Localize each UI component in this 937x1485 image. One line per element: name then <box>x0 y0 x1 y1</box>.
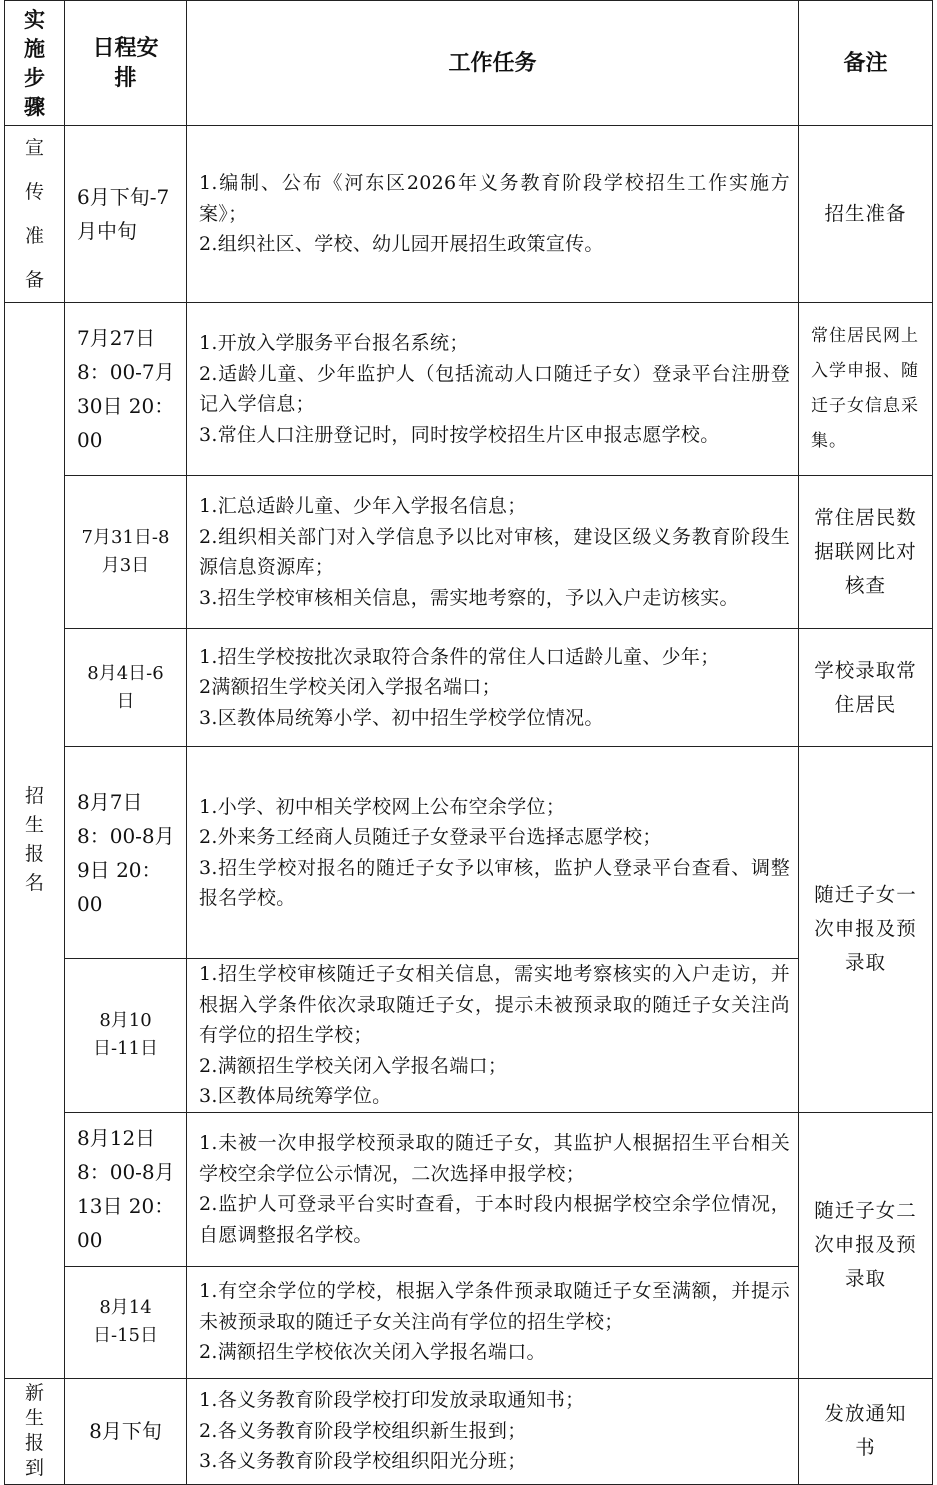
row-tasks: 1.未被一次申报学校预录取的随迁子女，其监护人根据招生平台相关学校空余学位公示情况，二次选择申报学校； 2.监护人可登录平台实时查看，于本时段内根据学校空余学位情况，自愿调整报名学校。 <box>187 1112 799 1266</box>
row-note: 常住居民网上入学申报、随迁子女信息采集。 <box>799 303 933 476</box>
table-row <box>5 1266 933 1378</box>
step-enrollment: 招生报名 <box>5 303 65 1379</box>
table-row <box>5 629 933 747</box>
row-date: 8月10日-11日 <box>65 959 187 1113</box>
table-row <box>5 1112 933 1266</box>
row-note: 招生准备 <box>799 126 933 303</box>
row-tasks: 1.各义务教育阶段学校打印发放录取通知书； 2.各义务教育阶段学校组织新生报到； 3.各义务教育阶段学校组织阳光分班； <box>187 1378 799 1484</box>
header-step: 实施步骤 <box>5 1 65 126</box>
table-row <box>5 476 933 629</box>
row-note: 随迁子女二次申报及预录取 <box>799 1112 933 1378</box>
row-note: 随迁子女一次申报及预录取 <box>799 747 933 1113</box>
header-schedule: 日程安排 <box>65 1 187 126</box>
header-note: 备注 <box>799 1 933 126</box>
row-date: 8月7日 8：00-8月9日 20：00 <box>65 747 187 959</box>
table-row <box>5 747 933 959</box>
row-note: 发放通知书 <box>799 1378 933 1484</box>
step-registration: 新生报到 <box>5 1378 65 1484</box>
header-task: 工作任务 <box>187 1 799 126</box>
step-publicity: 宣传准备 <box>5 126 65 303</box>
row-date: 8月12日 8：00-8月13日 20：00 <box>65 1112 187 1266</box>
row-date: 8月14日-15日 <box>65 1266 187 1378</box>
enrollment-schedule-table <box>4 0 933 1485</box>
row-tasks: 1.汇总适龄儿童、少年入学报名信息； 2.组织相关部门对入学信息予以比对审核，建设区级义务教育阶段生源信息资源库； 3.招生学校审核相关信息，需实地考察的，予以入户走访核实。 <box>187 476 799 629</box>
table-row <box>5 1378 933 1484</box>
row-tasks: 1.开放入学服务平台报名系统； 2.适龄儿童、少年监护人（包括流动人口随迁子女）登录平台注册登记入学信息； 3.常住人口注册登记时，同时按学校招生片区申报志愿学校。 <box>187 303 799 476</box>
row-tasks: 1.小学、初中相关学校网上公布空余学位； 2.外来务工经商人员随迁子女登录平台选择志愿学校； 3.招生学校对报名的随迁子女予以审核，监护人登录平台查看、调整报名学校。 <box>187 747 799 959</box>
header-row <box>5 1 933 126</box>
row-tasks: 1.招生学校审核随迁子女相关信息，需实地考察核实的入户走访，并根据入学条件依次录取随迁子女，提示未被预录取的随迁子女关注尚有学位的招生学校； 2.满额招生学校关闭入学报名端口； 3.区教体局统筹学位。 <box>187 959 799 1113</box>
row-tasks: 1.有空余学位的学校，根据入学条件预录取随迁子女至满额，并提示未被预录取的随迁子女关注尚有学位的招生学校； 2.满额招生学校依次关闭入学报名端口。 <box>187 1266 799 1378</box>
row-date: 8月下旬 <box>65 1378 187 1484</box>
row-note: 常住居民数据联网比对核查 <box>799 476 933 629</box>
table-row <box>5 303 933 476</box>
table-row <box>5 126 933 303</box>
row-date: 7月27日 8：00-7月30日 20：00 <box>65 303 187 476</box>
row-date: 7月31日-8月3日 <box>65 476 187 629</box>
row-date: 6月下旬-7月中旬 <box>65 126 187 303</box>
table-row <box>5 959 933 1113</box>
row-date: 8月4日-6日 <box>65 629 187 747</box>
row-tasks: 1.招生学校按批次录取符合条件的常住人口适龄儿童、少年； 2满额招生学校关闭入学报名端口； 3.区教体局统筹小学、初中招生学校学位情况。 <box>187 629 799 747</box>
row-note: 学校录取常住居民 <box>799 629 933 747</box>
row-tasks: 1.编制、公布《河东区2026年义务教育阶段学校招生工作实施方案》； 2.组织社区、学校、幼儿园开展招生政策宣传。 <box>187 126 799 303</box>
